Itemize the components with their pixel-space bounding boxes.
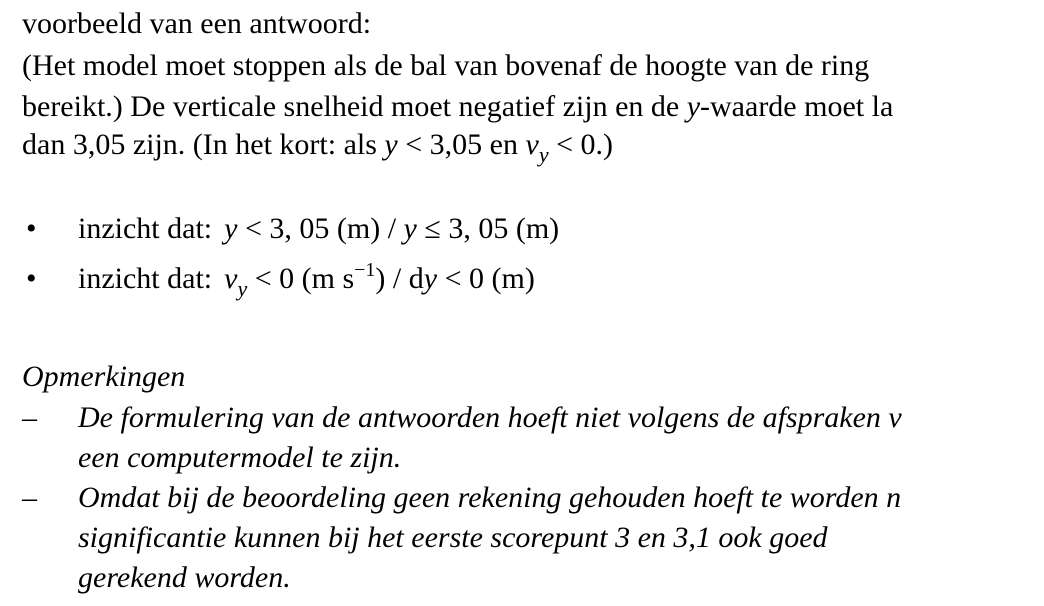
intro-line-3-subscript: y: [538, 142, 549, 167]
intro-line-3: [22, 128, 613, 167]
intro-line-2-text-a: bereikt.) De verticale snelheid moet negatief zijn en de: [22, 90, 687, 123]
remark-1-line-1: De formulering van de antwoorden hoeft niet volgens de afspraken v: [78, 401, 902, 434]
intro-line-3-text-b: < 3,05 en: [397, 128, 526, 161]
intro-line-1: (Het model moet stoppen als de bal van bovenaf de hoogte van de ring: [22, 49, 870, 82]
bullet-formula: [224, 212, 559, 245]
formula-text: < 3, 05 (m) /: [237, 212, 404, 245]
bullet-item: [78, 259, 535, 301]
remark-2-line-1: Omdat bij de beoordeling geen rekening gehouden hoeft te worden n: [78, 481, 902, 514]
intro-line-3-var-y: y: [384, 128, 398, 161]
remark-2-line-2: significantie kunnen bij het eerste scorepunt 3 en 3,1 ook goed: [78, 521, 828, 554]
formula-superscript: −1: [354, 259, 376, 281]
formula-var-v: v: [224, 262, 238, 295]
answer-heading: voorbeeld van een antwoord:: [22, 7, 372, 40]
bullet-marker: •: [26, 212, 37, 245]
formula-text: < 0 (m): [437, 262, 535, 295]
bullet-item: [78, 214, 559, 244]
bullet-marker: •: [26, 262, 37, 295]
remark-marker: –: [22, 401, 37, 434]
formula-subscript: y: [237, 276, 248, 301]
intro-line-3-var-v: v: [525, 128, 539, 161]
remarks-title: Opmerkingen: [22, 360, 186, 393]
formula-var-y: y: [403, 212, 417, 245]
bullet-formula: [224, 259, 535, 301]
formula-var-y: y: [224, 212, 238, 245]
intro-line-2: [22, 92, 893, 122]
intro-line-2-var-y: y: [686, 90, 701, 123]
formula-var-y: y: [423, 262, 438, 295]
intro-line-2-text-b: -waarde moet la: [700, 90, 894, 123]
remark-marker: –: [22, 481, 37, 514]
remark-1-line-2: een computermodel te zijn.: [78, 441, 402, 474]
formula-text: ≤ 3, 05 (m): [416, 212, 560, 245]
intro-line-3-text-a: dan 3,05 zijn. (In het kort: als: [22, 128, 385, 161]
bullet-label: inzicht dat:: [78, 262, 213, 295]
formula-text: ) / d: [375, 262, 424, 295]
intro-line-3-text-c: < 0.): [548, 128, 613, 161]
remark-2-line-3: gerekend worden.: [78, 561, 291, 594]
bullet-label: inzicht dat:: [78, 212, 213, 245]
formula-text: < 0 (m s: [247, 262, 355, 295]
